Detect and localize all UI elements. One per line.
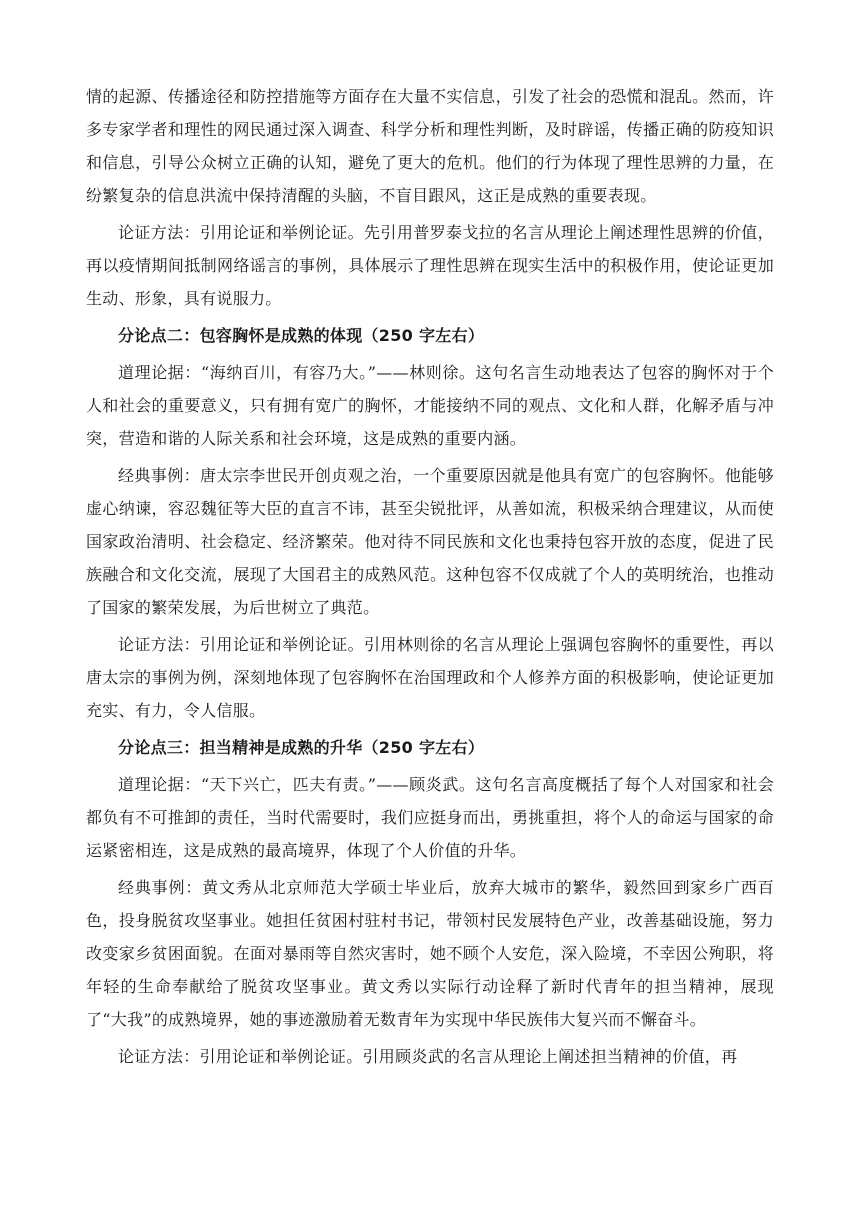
paragraph-rational-thinking-example-continued: 情的起源、传播途径和防控措施等方面存在大量不实信息，引发了社会的恐慌和混乱。然而，许多专家学者和理性的网民通过深入调查、科学分析和理性判断，及时辟谣，传播正确的防疫知识和信息，引导公众树立正确的认知，避免了更大的危机。他们的行为体现了理性思辨的力量，在纷繁复杂的信息洪流中保持清醒的头脑，不盲目跟风，这正是成熟的重要表现。 [86, 87, 774, 205]
paragraph-argument-method-2: 论证方法：引用论证和举例论证。引用林则徐的名言从理论上强调包容胸怀的重要性，再以唐太宗的事例为例，深刻地体现了包容胸怀在治国理政和个人修养方面的积极影响，使论证更加充实、有力，令人信服。 [86, 635, 774, 720]
sub-point-heading-2: 分论点二：包容胸怀是成熟的体现（250 字左右） [118, 326, 485, 345]
sub-point-heading-3: 分论点三：担当精神是成熟的升华（250 字左右） [118, 738, 485, 757]
paragraph-classic-example-2: 经典事例：唐太宗李世民开创贞观之治，一个重要原因就是他具有宽广的包容胸怀。他能够虚心纳谏，容忍魏征等大臣的直言不讳，甚至尖锐批评，从善如流，积极采纳合理建议，从而使国家政治清明、社会稳定、经济繁荣。他对待不同民族和文化也秉持包容开放的态度，促进了民族融合和文化交流，展现了大国君主的成熟风范。这种包容不仅成就了个人的英明统治，也推动了国家的繁荣发展，为后世树立了典范。 [86, 466, 774, 617]
paragraph-argument-method-1: 论证方法：引用论证和举例论证。先引用普罗泰戈拉的名言从理论上阐述理性思辨的价值，再以疫情期间抵制网络谣言的事例，具体展示了理性思辨在现实生活中的积极作用，使论证更加生动、形象，具有说服力。 [86, 223, 774, 308]
paragraph-classic-example-3: 经典事例：黄文秀从北京师范大学硕士毕业后，放弃大城市的繁华，毅然回到家乡广西百色，投身脱贫攻坚事业。她担任贫困村驻村书记，带领村民发展特色产业，改善基础设施，努力改变家乡贫困面貌。在面对暴雨等自然灾害时，她不顾个人安危，深入险境，不幸因公殉职，将年轻的生命奉献给了脱贫攻坚事业。黄文秀以实际行动诠释了新时代青年的担当精神，展现了“大我”的成熟境界，她的事迹激励着无数青年为实现中华民族伟大复兴而不懈奋斗。 [86, 878, 774, 1029]
paragraph-reasoning-evidence-2: 道理论据：“海纳百川，有容乃大。”——林则徐。这句名言生动地表达了包容的胸怀对于个人和社会的重要意义，只有拥有宽广的胸怀，才能接纳不同的观点、文化和人群，化解矛盾与冲突，营造和谐的人际关系和社会环境，这是成熟的重要内涵。 [86, 363, 774, 448]
paragraph-argument-method-3: 论证方法：引用论证和举例论证。引用顾炎武的名言从理论上阐述担当精神的价值，再 [118, 1047, 738, 1066]
document-page [86, 80, 774, 1077]
paragraph-reasoning-evidence-3: 道理论据：“天下兴亡，匹夫有责。”——顾炎武。这句名言高度概括了每个人对国家和社会都负有不可推卸的责任，当时代需要时，我们应挺身而出，勇挑重担，将个人的命运与国家的命运紧密相连，这是成熟的最高境界，体现了个人价值的升华。 [86, 775, 774, 860]
